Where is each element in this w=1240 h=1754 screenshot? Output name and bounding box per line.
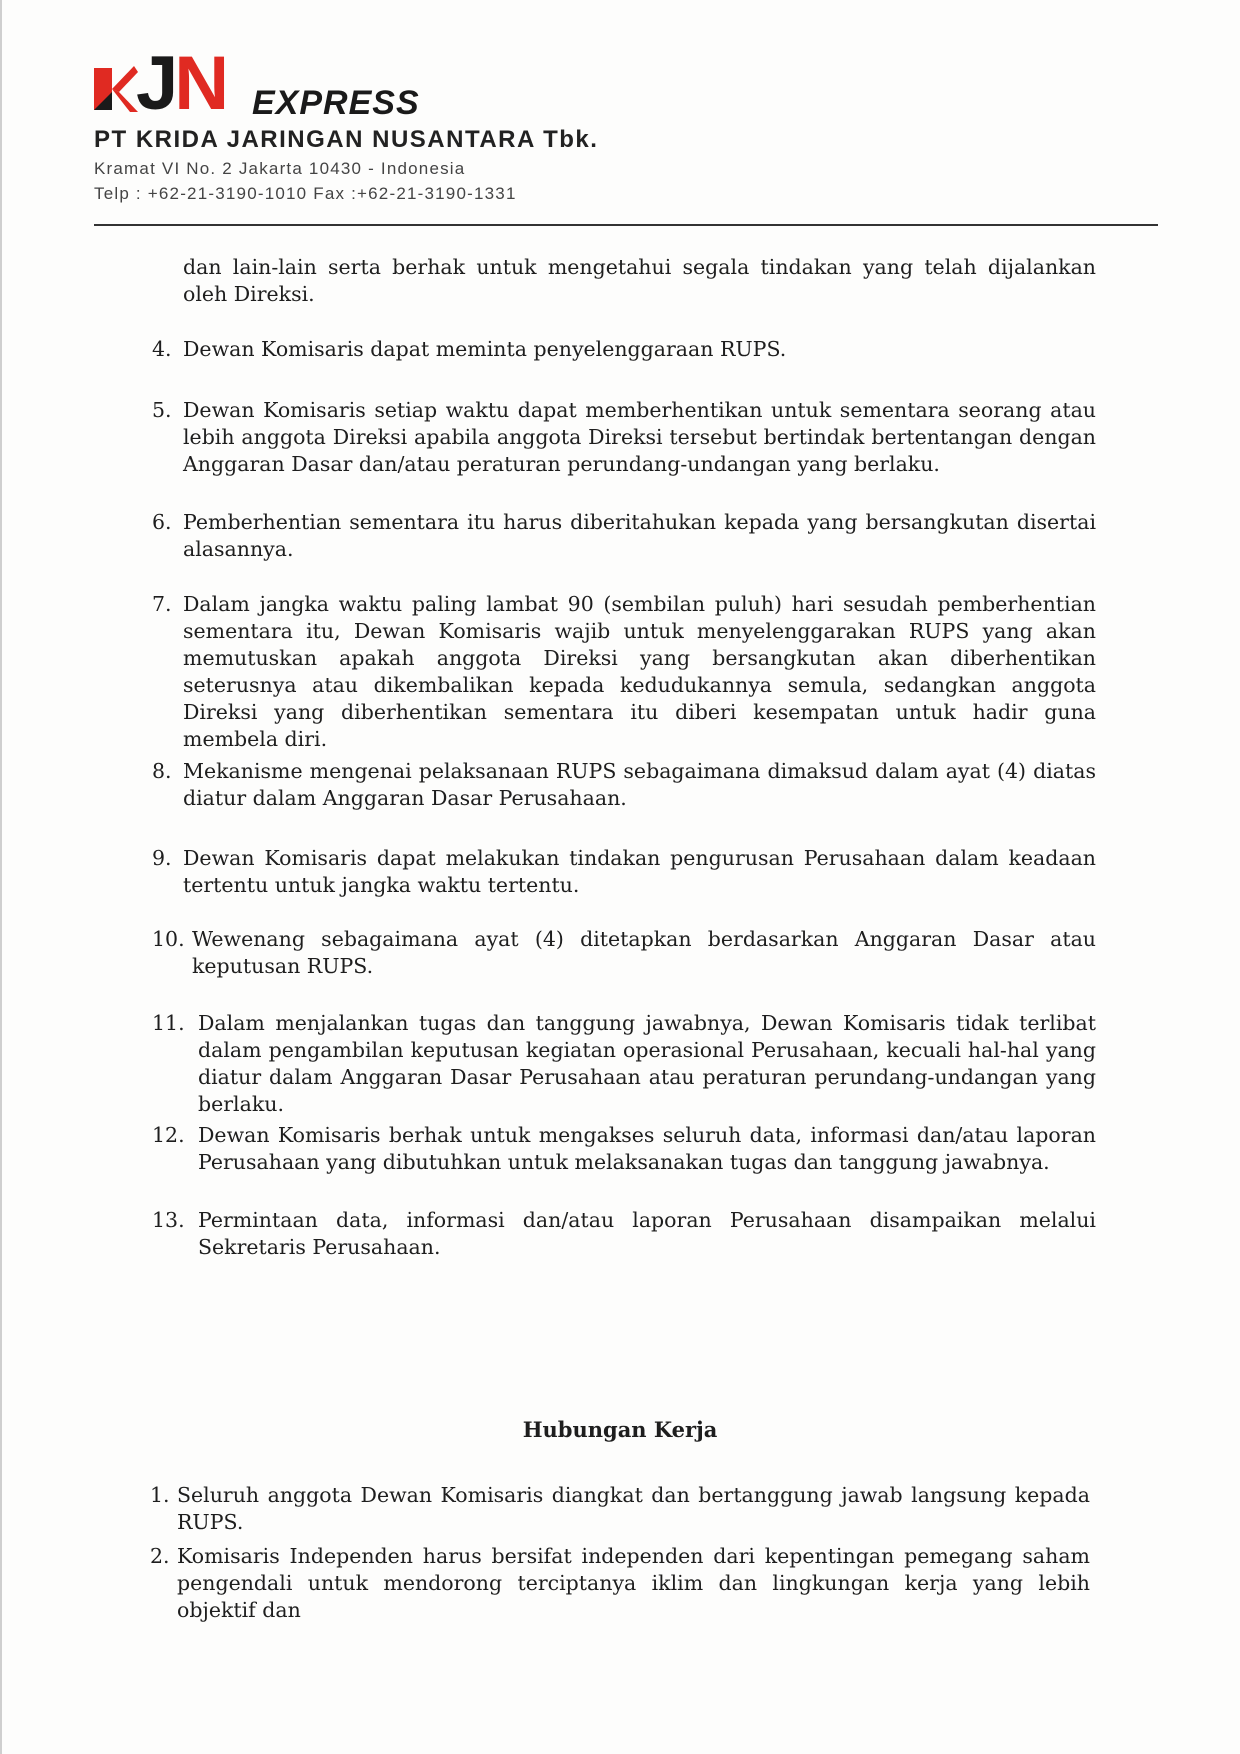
list-item-7 (152, 591, 1096, 753)
list-item-10 (152, 926, 1096, 980)
hubungan-item-1 (150, 1482, 1090, 1536)
list-text: Dewan Komisaris dapat melakukan tindakan pengurusan Perusahaan dalam keadaan tertentu untuk jangka waktu tertentu. (183, 846, 1096, 897)
list-text: Komisaris Independen harus bersifat independen dari kepentingan pemegang saham pengendali untuk mendorong terciptanya iklim dan lingkungan kerja yang lebih objektif dan (177, 1544, 1090, 1622)
list-number: 8. (152, 759, 172, 783)
list-text: Dewan Komisaris berhak untuk mengakses seluruh data, informasi dan/atau laporan Perusahaan yang dibutuhkan untuk melaksanakan tugas dan tanggung jawabnya. (198, 1123, 1096, 1174)
logo-k-mark-icon (94, 62, 138, 116)
page-edge-shadow (0, 0, 2, 1754)
list-text: Dalam menjalankan tugas dan tanggung jawabnya, Dewan Komisaris tidak terlibat dalam pengambilan keputusan kegiatan operasional Perusahaan, kecuali hal-hal yang diatur dalam Anggaran Dasar Perusahaan atau peraturan perundang-undangan yang berlaku. (198, 1011, 1096, 1116)
section-heading: Hubungan Kerja (522, 1417, 718, 1442)
list-item-13 (152, 1207, 1096, 1261)
list-item-12 (152, 1122, 1096, 1176)
list-number: 9. (152, 846, 172, 870)
letterhead (94, 41, 1154, 204)
list-number: 10. (152, 927, 185, 951)
list-text: Dewan Komisaris setiap waktu dapat memberhentikan untuk sementara seorang atau lebih anggota Direksi apabila anggota Direksi tersebut bertindak bertentangan dengan Anggaran Dasar dan/atau peraturan perundang-undangan yang berlaku. (183, 398, 1096, 476)
list-item-4 (152, 336, 1096, 363)
list-number: 1. (150, 1483, 170, 1507)
list-item-8 (152, 758, 1096, 812)
list-item-5 (152, 397, 1096, 478)
list-text: Pemberhentian sementara itu harus diberitahukan kepada yang bersangkutan disertai alasannya. (183, 510, 1096, 561)
list-number: 5. (152, 398, 172, 422)
list-item-11 (152, 1010, 1096, 1118)
list-text: Dalam jangka waktu paling lambat 90 (sembilan puluh) hari sesudah pemberhentian sementara itu, Dewan Komisaris wajib untuk menyelenggarakan RUPS yang akan memutuskan apakah anggota Direksi yang bersangkutan akan diberhentikan seterusnya atau dikembalikan kepada kedudukannya semula, sedangkan anggota Direksi yang diberhentikan sementara itu diberi kesempatan untuk hadir guna membela diri. (183, 592, 1096, 751)
letterhead-divider (94, 224, 1158, 226)
list-text: Dewan Komisaris dapat meminta penyelenggaraan RUPS. (183, 337, 787, 361)
continuation-paragraph: dan lain-lain serta berhak untuk mengetahui segala tindakan yang telah dijalankan oleh Direksi. (183, 255, 1096, 306)
logo-jn-wordmark: JN (136, 41, 226, 126)
hubungan-item-2 (150, 1543, 1090, 1624)
list-number: 12. (152, 1123, 185, 1147)
company-name: PT KRIDA JARINGAN NUSANTARA Tbk. (94, 126, 599, 153)
list-text: Seluruh anggota Dewan Komisaris diangkat dan bertanggung jawab langsung kepada RUPS. (177, 1483, 1090, 1534)
list-text: Mekanisme mengenai pelaksanaan RUPS sebagaimana dimaksud dalam ayat (4) diatas diatur dalam Anggaran Dasar Perusahaan. (183, 759, 1096, 810)
list-text: Wewenang sebagaimana ayat (4) ditetapkan berdasarkan Anggaran Dasar atau keputusan RUPS. (192, 927, 1096, 978)
list-number: 7. (152, 592, 172, 616)
logo-express-text: EXPRESS (252, 84, 420, 122)
list-item-6 (152, 509, 1096, 563)
company-phone-fax: Telp : +62-21-3190-1010 Fax :+62-21-3190-1331 (94, 184, 517, 203)
list-item-9 (152, 845, 1096, 899)
list-text: Permintaan data, informasi dan/atau laporan Perusahaan disampaikan melalui Sekretaris Perusahaan. (198, 1208, 1096, 1259)
list-number: 11. (152, 1011, 185, 1035)
list-number: 13. (152, 1208, 185, 1232)
list-number: 4. (152, 337, 172, 361)
list-number: 2. (150, 1544, 170, 1568)
company-logo (94, 41, 1154, 126)
company-address: Kramat VI No. 2 Jakarta 10430 - Indonesia (94, 159, 466, 178)
list-number: 6. (152, 510, 172, 534)
